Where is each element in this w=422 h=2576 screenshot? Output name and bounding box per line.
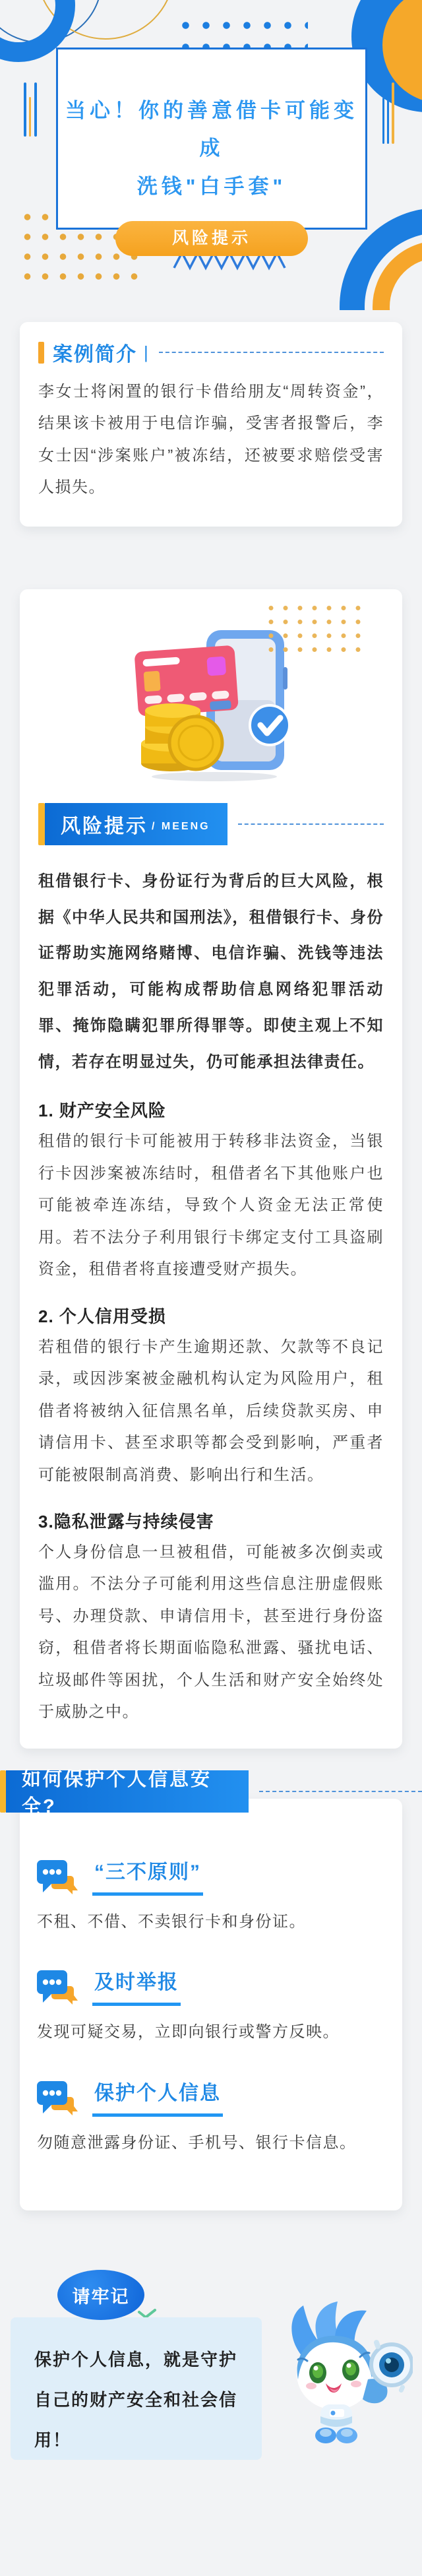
case-card xyxy=(20,322,402,527)
protect-item-body: 发现可疑交易，立即向银行或警方反映。 xyxy=(37,2023,340,2042)
protect-item xyxy=(37,2077,384,2159)
risk-body-2: 若租借的银行卡产生逾期还款、欠款等不良记录，或因涉案被金融机构认定为风险用户，租借者将被纳入征信黑名单，后续贷款买房、申请信用卡、甚至求职等都会受到影响，严重者可能被限制高消费、影响出行和生活。 xyxy=(38,1337,384,1484)
orange-accent-bar xyxy=(38,342,44,364)
dashed-rule xyxy=(259,1791,422,1792)
protect-card xyxy=(20,1799,402,2210)
mascot-illustration xyxy=(269,2300,413,2444)
dashed-rule xyxy=(238,823,384,825)
case-body: 李女士将闲置的银行卡借给朋友“周转资金”，结果该卡被用于电信诈骗，受害者报警后，李女士因“涉案账户”被冻结，还被要求赔偿受害人损失。 xyxy=(38,383,384,497)
chat-bubbles-icon xyxy=(37,2081,78,2117)
protect-item-title: 保护个人信息 xyxy=(92,2077,223,2117)
poster-title-line2: 洗钱"白手套" xyxy=(136,174,287,198)
case-section-header xyxy=(38,338,384,367)
protect-item-title: 及时举报 xyxy=(92,1966,181,2006)
protect-banner-title: 如何保护个人信息安全? xyxy=(22,1769,212,1817)
risk-tip-badge: 风险提示 xyxy=(115,221,308,256)
decor-line xyxy=(392,82,394,144)
orange-accent-bar xyxy=(0,1770,6,1813)
hero-section xyxy=(0,0,422,310)
risk-banner xyxy=(38,803,384,845)
protect-item-header xyxy=(37,2077,384,2117)
case-section-title: 案例简介 xyxy=(53,344,137,366)
risk-body-1: 租借的银行卡可能被用于转移非法资金，当银行卡因涉案被冻结时，租借者名下其他账户也可能被牵连冻结，导致个人资金无法正常使用。若不法分子利用银行卡绑定支付工具盗刷资金，租借者将直接遭受财产损失。 xyxy=(38,1132,384,1279)
risk-intro: 租借银行卡、身份证行为背后的巨大风险，根据《中华人民共和国刑法》，租借银行卡、身份证帮助实施网络赌博、电信诈骗、洗钱等违法犯罪活动，可能构成帮助信息网络犯罪活动罪、掩饰隐瞒犯罪所得罪等。即使主观上不知情，若存在明显过失，仍可能承担法律责任。 xyxy=(38,872,384,1071)
decor-line xyxy=(382,98,384,144)
risk-body-3: 个人身份信息一旦被租借，可能被多次倒卖或滥用。不法分子可能利用这些信息注册虚假账号、办理贷款、申请信用卡，甚至进行身份盗窃，租借者将长期面临隐私泄露、骚扰电话、垃圾邮件等困扰，个人生活和财产安全始终处于威胁之中。 xyxy=(38,1543,384,1722)
decor-line xyxy=(387,98,389,144)
decor-line xyxy=(24,82,26,137)
title-box xyxy=(56,48,367,248)
risk-banner-box xyxy=(45,803,227,845)
protect-item-header xyxy=(37,1966,384,2006)
risk-banner-title: 风险提示 xyxy=(61,816,148,837)
decor-line xyxy=(29,97,31,137)
remember-badge: 请牢记 xyxy=(57,2270,144,2320)
risk-heading-3: 3.隐私泄露与持续侵害 xyxy=(38,1512,214,1531)
protect-item-header xyxy=(37,1855,384,1896)
protect-item-title: “三不原则” xyxy=(92,1855,203,1896)
protect-banner xyxy=(0,1769,422,1817)
poster-title xyxy=(58,92,365,205)
risk-heading-2: 2. 个人信用受损 xyxy=(38,1306,166,1326)
chat-bubbles-icon xyxy=(37,1860,78,1896)
risk-card xyxy=(20,589,402,1749)
title-divider: | xyxy=(144,342,148,362)
footer-message: 保护个人信息，就是守护自己的财产安全和社会信用！ xyxy=(34,2350,238,2451)
protect-item xyxy=(37,1855,384,1938)
decor-line xyxy=(34,82,37,137)
orange-accent-bar xyxy=(38,803,45,845)
poster-title-line1: 当心！你的善意借卡可能变成 xyxy=(65,99,358,160)
protect-item-body: 勿随意泄露身份证、手机号、银行卡信息。 xyxy=(37,2133,357,2152)
protect-item-body: 不租、不借、不卖银行卡和身份证。 xyxy=(37,1913,306,1931)
risk-heading-1: 1. 财产安全风险 xyxy=(38,1101,166,1121)
protect-item xyxy=(37,1966,384,2048)
chat-bubbles-icon xyxy=(37,1970,78,2006)
protect-banner-box xyxy=(6,1769,249,1817)
footer-message-panel xyxy=(11,2317,262,2460)
dashed-rule xyxy=(159,352,384,353)
decor-dots-orange-small xyxy=(264,601,364,655)
risk-banner-suffix: / MEENG xyxy=(152,821,210,832)
